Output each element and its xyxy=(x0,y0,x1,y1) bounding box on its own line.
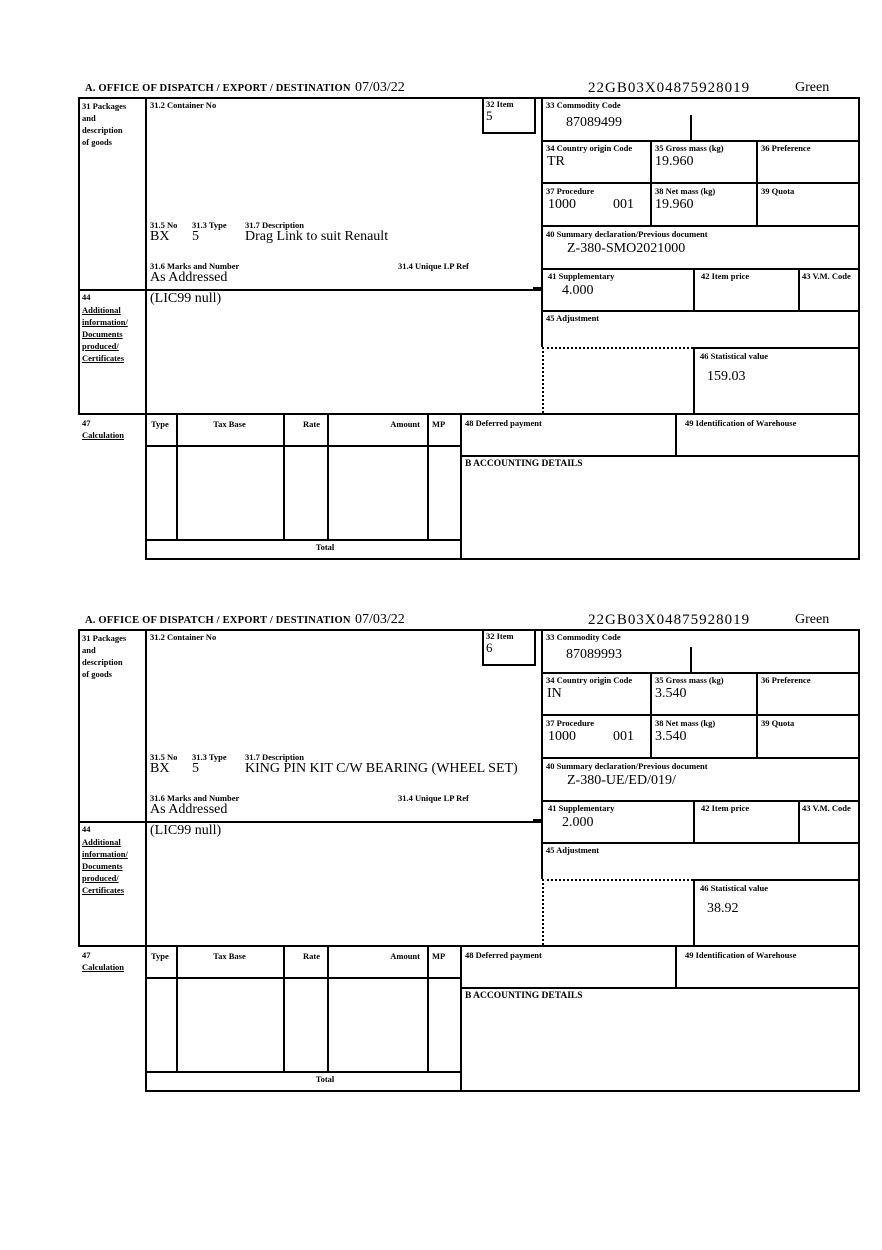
package-no-label: 31.5 No xyxy=(150,220,178,230)
deferred-payment-label: 48 Deferred payment xyxy=(465,950,542,960)
package-no-value: BX xyxy=(150,229,170,244)
grid-line xyxy=(693,347,695,415)
col-type-header: Type xyxy=(151,419,169,429)
warehouse-id-label: 49 Identification of Warehouse xyxy=(685,950,797,960)
box44-label-line: Certificates xyxy=(82,885,125,895)
form-outer-frame xyxy=(78,97,860,415)
package-type-value: 5 xyxy=(192,229,199,244)
vm-code-label: 43 V.M. Code xyxy=(802,803,851,813)
marks-value: As Addressed xyxy=(150,270,228,285)
box44-label-line: information/ xyxy=(82,317,128,327)
package-no-value: BX xyxy=(150,761,170,776)
net-mass-label: 38 Net mass (kg) xyxy=(655,718,716,728)
box44-label-line: produced/ xyxy=(82,873,119,883)
grid-line xyxy=(145,947,147,1090)
grid-line xyxy=(798,800,800,842)
grid-line xyxy=(650,140,652,225)
statistical-value: 38.92 xyxy=(707,901,739,916)
marks-value: As Addressed xyxy=(150,802,228,817)
supplementary-label: 41 Supplementary xyxy=(548,803,615,813)
grid-line xyxy=(798,268,800,310)
supplementary-label: 41 Supplementary xyxy=(548,271,615,281)
item-no-value: 6 xyxy=(486,640,493,655)
grid-line xyxy=(145,445,460,447)
col-rate-header: Rate xyxy=(303,951,320,961)
box47-number: 47 xyxy=(82,950,91,960)
routing-status: Green xyxy=(795,80,830,95)
additional-info-value: (LIC99 null) xyxy=(150,291,222,306)
grid-line xyxy=(145,977,460,979)
item-price-label: 42 Item price xyxy=(701,803,750,813)
quota-label: 39 Quota xyxy=(761,718,795,728)
previous-document-value: Z-380-UE/ED/019/ xyxy=(567,773,676,788)
net-mass-value: 19.960 xyxy=(655,197,694,212)
entry-reference: 22GB03X04875928019 xyxy=(588,80,751,96)
dotted-region xyxy=(542,879,693,945)
grid-line xyxy=(541,800,860,802)
item-no-label: 32 Item xyxy=(486,99,514,109)
declaration-date: 07/03/22 xyxy=(355,612,405,627)
commodity-code-value: 87089499 xyxy=(566,115,622,130)
unique-lp-ref-label: 31.4 Unique LP Ref xyxy=(398,793,469,803)
supplementary-value: 2.000 xyxy=(562,815,594,830)
col-tax-base-header: Tax Base xyxy=(213,419,246,429)
grid-line xyxy=(693,268,695,310)
total-label: Total xyxy=(315,542,335,552)
preference-label: 36 Preference xyxy=(761,675,811,685)
col-tax-base-header: Tax Base xyxy=(213,951,246,961)
box44-label-line: produced/ xyxy=(82,341,119,351)
box31-label-line: of goods xyxy=(82,669,112,679)
grid-line xyxy=(145,97,147,415)
procedure-value: 1000 xyxy=(548,197,576,212)
net-mass-value: 3.540 xyxy=(655,729,687,744)
box31-label-line: 31 Packages xyxy=(82,633,127,643)
box31-label-line: of goods xyxy=(82,137,112,147)
declaration-item-block-1 xyxy=(0,82,882,560)
box31-label xyxy=(82,632,126,680)
previous-document-value: Z-380-SMO2021000 xyxy=(567,241,686,256)
previous-document-label: 40 Summary declaration/Previous document xyxy=(546,761,708,771)
grid-line xyxy=(675,415,677,455)
country-origin-value: IN xyxy=(547,686,562,701)
grid-line xyxy=(327,415,329,539)
col-rate-header: Rate xyxy=(303,419,320,429)
procedure-ext-value: 001 xyxy=(613,197,634,212)
grid-line xyxy=(78,289,543,291)
grid-line xyxy=(460,947,462,1090)
net-mass-label: 38 Net mass (kg) xyxy=(655,186,716,196)
calculation-label: Calculation xyxy=(82,962,125,972)
declaration-item-block-2 xyxy=(0,614,882,1092)
box44-number: 44 xyxy=(82,292,91,302)
dotted-region xyxy=(542,347,693,413)
registration-tick xyxy=(533,819,541,821)
grid-line xyxy=(858,947,860,1090)
goods-description: Drag Link to suit Renault xyxy=(245,229,389,244)
office-of-dispatch-label: A. OFFICE OF DISPATCH / EXPORT / DESTINATION xyxy=(85,83,351,94)
form-outer-frame xyxy=(78,629,860,947)
commodity-code-label: 33 Commodity Code xyxy=(546,100,621,110)
commodity-code-value: 87089993 xyxy=(566,647,622,662)
declaration-date: 07/03/22 xyxy=(355,80,405,95)
gross-mass-label: 35 Gross mass (kg) xyxy=(655,675,724,685)
warehouse-id-label: 49 Identification of Warehouse xyxy=(685,418,797,428)
grid-line xyxy=(176,415,178,539)
previous-document-label: 40 Summary declaration/Previous document xyxy=(546,229,708,239)
box44-label-line: Documents xyxy=(82,329,123,339)
item-no-label: 32 Item xyxy=(486,631,514,641)
grid-line xyxy=(78,821,543,823)
grid-line xyxy=(541,268,860,270)
description-label: 31.7 Description xyxy=(245,752,305,762)
statistical-value-label: 46 Statistical value xyxy=(700,883,768,893)
grid-line xyxy=(541,757,860,759)
box31-label-line: and xyxy=(82,645,96,655)
gross-mass-value: 3.540 xyxy=(655,686,687,701)
procedure-ext-value: 001 xyxy=(613,729,634,744)
gross-mass-value: 19.960 xyxy=(655,154,694,169)
grid-line xyxy=(460,415,462,558)
calculation-label: Calculation xyxy=(82,430,125,440)
additional-info-value: (LIC99 null) xyxy=(150,823,222,838)
grid-line xyxy=(145,415,147,558)
grid-line xyxy=(460,455,860,457)
adjustment-label: 45 Adjustment xyxy=(546,313,600,323)
grid-line xyxy=(650,672,652,757)
grid-line xyxy=(427,415,429,539)
grid-line xyxy=(145,1071,460,1073)
registration-tick xyxy=(533,287,541,289)
grid-line xyxy=(145,558,860,560)
office-of-dispatch-label: A. OFFICE OF DISPATCH / EXPORT / DESTINATION xyxy=(85,615,351,626)
grid-line xyxy=(858,415,860,558)
box47-number: 47 xyxy=(82,418,91,428)
grid-line xyxy=(145,1090,860,1092)
box44-label xyxy=(82,304,128,364)
box44-label-line: Additional xyxy=(82,837,121,847)
grid-line xyxy=(541,225,860,227)
grid-line xyxy=(427,947,429,1071)
grid-line xyxy=(327,947,329,1071)
package-type-label: 31.3 Type xyxy=(192,752,227,762)
supplementary-value: 4.000 xyxy=(562,283,594,298)
unique-lp-ref-label: 31.4 Unique LP Ref xyxy=(398,261,469,271)
grid-line xyxy=(693,347,860,349)
box31-label-line: and xyxy=(82,113,96,123)
entry-reference: 22GB03X04875928019 xyxy=(588,612,751,628)
description-label: 31.7 Description xyxy=(245,220,305,230)
box44-label-line: information/ xyxy=(82,849,128,859)
marks-label: 31.6 Marks and Number xyxy=(150,793,240,803)
box31-label-line: description xyxy=(82,125,123,135)
box44-label-line: Additional xyxy=(82,305,121,315)
accounting-details-label: B ACCOUNTING DETAILS xyxy=(465,459,583,469)
grid-line xyxy=(145,629,147,947)
vm-code-label: 43 V.M. Code xyxy=(802,271,851,281)
container-no-label: 31.2 Container No xyxy=(150,632,217,642)
package-no-label: 31.5 No xyxy=(150,752,178,762)
country-origin-label: 34 Country origin Code xyxy=(546,675,633,685)
grid-line xyxy=(541,182,860,184)
grid-line xyxy=(460,987,860,989)
box44-label-line: Certificates xyxy=(82,353,125,363)
item-price-label: 42 Item price xyxy=(701,271,750,281)
goods-description: KING PIN KIT C/W BEARING (WHEEL SET) xyxy=(245,761,518,776)
grid-line xyxy=(541,672,860,674)
accounting-details-label: B ACCOUNTING DETAILS xyxy=(465,991,583,1001)
adjustment-label: 45 Adjustment xyxy=(546,845,600,855)
statistical-value: 159.03 xyxy=(707,369,746,384)
package-type-label: 31.3 Type xyxy=(192,220,227,230)
marks-label: 31.6 Marks and Number xyxy=(150,261,240,271)
preference-label: 36 Preference xyxy=(761,143,811,153)
col-amount-header: Amount xyxy=(390,951,420,961)
grid-line xyxy=(541,310,860,312)
grid-line xyxy=(675,947,677,987)
grid-line xyxy=(756,140,758,225)
grid-line xyxy=(176,947,178,1071)
container-no-label: 31.2 Container No xyxy=(150,100,217,110)
grid-line xyxy=(756,672,758,757)
col-mp-header: MP xyxy=(432,951,446,961)
procedure-label: 37 Procedure xyxy=(546,718,595,728)
item-no-value: 5 xyxy=(486,108,493,123)
procedure-label: 37 Procedure xyxy=(546,186,595,196)
box44-label xyxy=(82,836,128,896)
box31-label-line: 31 Packages xyxy=(82,101,127,111)
commodity-code-divider xyxy=(690,647,692,672)
grid-line xyxy=(541,714,860,716)
box31-label xyxy=(82,100,126,148)
grid-line xyxy=(693,879,860,881)
statistical-value-label: 46 Statistical value xyxy=(700,351,768,361)
box44-number: 44 xyxy=(82,824,91,834)
commodity-code-label: 33 Commodity Code xyxy=(546,632,621,642)
box44-label-line: Documents xyxy=(82,861,123,871)
grid-line xyxy=(541,140,860,142)
grid-line xyxy=(145,539,460,541)
grid-line xyxy=(283,415,285,539)
total-label: Total xyxy=(315,1074,335,1084)
grid-line xyxy=(693,879,695,947)
col-mp-header: MP xyxy=(432,419,446,429)
deferred-payment-label: 48 Deferred payment xyxy=(465,418,542,428)
col-amount-header: Amount xyxy=(390,419,420,429)
grid-line xyxy=(283,947,285,1071)
routing-status: Green xyxy=(795,612,830,627)
country-origin-value: TR xyxy=(547,154,565,169)
grid-line xyxy=(693,800,695,842)
country-origin-label: 34 Country origin Code xyxy=(546,143,633,153)
grid-line xyxy=(541,842,860,844)
commodity-code-divider xyxy=(690,115,692,140)
col-type-header: Type xyxy=(151,951,169,961)
package-type-value: 5 xyxy=(192,761,199,776)
box31-label-line: description xyxy=(82,657,123,667)
procedure-value: 1000 xyxy=(548,729,576,744)
quota-label: 39 Quota xyxy=(761,186,795,196)
gross-mass-label: 35 Gross mass (kg) xyxy=(655,143,724,153)
